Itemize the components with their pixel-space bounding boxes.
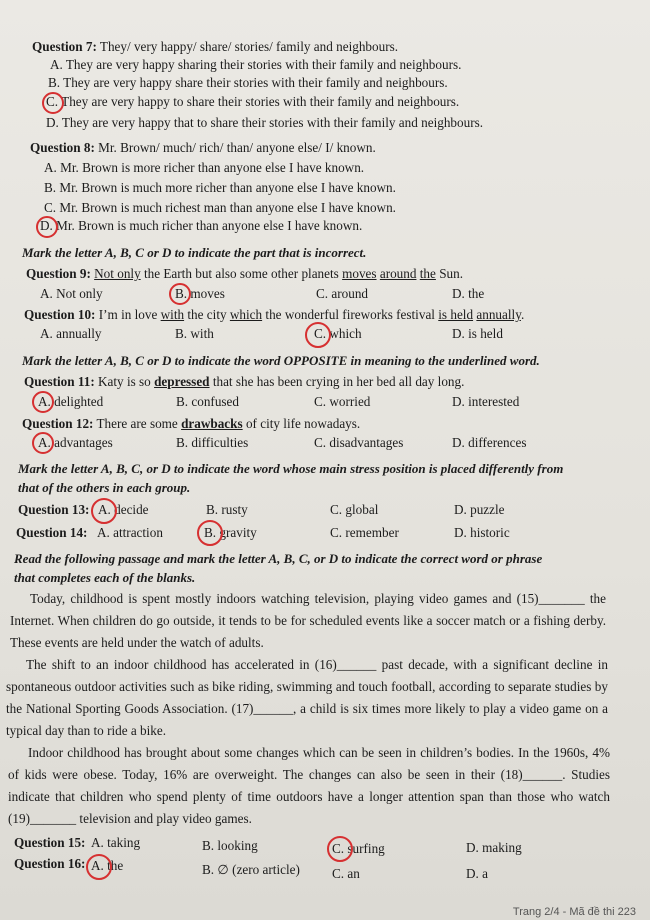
q8-option-d[interactable]: D. Mr. Brown is much richer than anyone else I have known. [40, 218, 363, 233]
q9-part-not-only: Not only [94, 266, 141, 281]
q7-prompt-line [32, 39, 398, 55]
q7-option-d[interactable]: D. They are very happy that to share their stories with their family and neighbours. [46, 115, 484, 130]
q11-option-b[interactable]: B. confused [176, 394, 239, 409]
q14-label: Question 14: [16, 525, 88, 540]
q13-option-c[interactable]: C. global [330, 502, 379, 517]
q10-option-c[interactable]: C. which [314, 326, 362, 341]
q11-text-2: that she has been crying in her bed all day long. [209, 374, 465, 389]
q12-underlined-word: drawbacks [181, 416, 243, 431]
q9-prompt-line [26, 266, 463, 282]
q10-text-1: I’m in love [98, 307, 161, 322]
q11-option-d[interactable]: D. interested [452, 394, 520, 409]
q8-option-a[interactable]: A. Mr. Brown is more richer than anyone else I have known. [44, 160, 365, 175]
q10-part-annually: annually [476, 307, 521, 322]
q14-option-d[interactable]: D. historic [454, 525, 510, 540]
q9-label: Question 9: [26, 266, 91, 281]
q11-option-c[interactable]: C. worried [314, 394, 371, 409]
q9-text-end: Sun. [435, 266, 464, 281]
q13-option-b[interactable]: B. rusty [206, 502, 248, 517]
instruction-incorrect: Mark the letter A, B, C or D to indicate the part that is incorrect. [22, 245, 367, 260]
q10-label: Question 10: [24, 307, 96, 322]
q9-option-c[interactable]: C. around [316, 286, 369, 301]
q11-prompt-line [24, 374, 464, 390]
q10-part-with: with [160, 307, 185, 322]
q9-part-moves: moves [342, 266, 377, 281]
q9-text: the Earth but also some other planets [140, 266, 343, 281]
q15-option-b[interactable]: B. looking [202, 838, 258, 853]
q15-option-a[interactable]: A. taking [91, 835, 141, 850]
q7-option-b[interactable]: B. They are very happy share their stories with their family and neighbours. [48, 75, 448, 90]
instruction-passage-line-2: that completes each of the blanks. [14, 570, 196, 585]
passage-paragraph-2: The shift to an indoor childhood has accelerated in (16)______ past decade, with a significant decline in spontaneous outdoor activities such as bike riding, swimming and touch football, according to separate studies by the National Sporting Goods Association. (17)______, a child is six times more likely to play a video game on a typical day than to ride a bike. [6, 657, 608, 738]
instruction-stress-line-1: Mark the letter A, B, C, or D to indicate the word whose main stress position is placed differently from [18, 461, 564, 476]
q12-text-1: There are some [96, 416, 182, 431]
q11-underlined-word: depressed [154, 374, 210, 389]
q16-label: Question 16: [14, 856, 86, 871]
q10-text-3: the wonderful fireworks festival [262, 307, 439, 322]
q8-prompt: Mr. Brown/ much/ rich/ than/ anyone else/ I/ known. [98, 140, 376, 155]
instruction-opposite: Mark the letter A, B, C or D to indicate the word OPPOSITE in meaning to the underlined word. [22, 353, 540, 368]
q14-option-a[interactable]: A. attraction [97, 525, 163, 540]
q10-option-a[interactable]: A. annually [40, 326, 102, 341]
q9-option-b[interactable]: B. moves [175, 286, 225, 301]
q13-option-a[interactable]: A. decide [98, 502, 149, 517]
q12-prompt-line [22, 416, 360, 432]
q12-option-a[interactable]: A. advantages [38, 435, 113, 450]
q10-prompt-line [24, 307, 524, 323]
q12-option-d[interactable]: D. differences [452, 435, 527, 450]
q10-part-is-held: is held [438, 307, 474, 322]
q12-text-2: of city life nowadays. [242, 416, 361, 431]
q8-prompt-line [30, 140, 376, 156]
q16-option-a[interactable]: A. the [91, 858, 124, 873]
q11-label: Question 11: [24, 374, 95, 389]
q10-option-d[interactable]: D. is held [452, 326, 503, 341]
q8-option-b[interactable]: B. Mr. Brown is much more richer than anyone else I have known. [44, 180, 396, 195]
passage-paragraph-3: Indoor childhood has brought about some changes which can be seen in children’s bodies. In the 1960s, 4% of kids were obese. Today, 16% are overweight. The changes can also be seen in their (18)______. Studies indicate that children who spend plenty of time outdoors have a longer attention span than those who watch (19)_______ television and play video games. [8, 745, 610, 826]
q16-option-c[interactable]: C. an [332, 866, 360, 881]
q10-text-end: . [520, 307, 525, 322]
q7-prompt: They/ very happy/ share/ stories/ family and neighbours. [99, 39, 399, 54]
q10-text-2: the city [184, 307, 230, 322]
q7-label: Question 7: [32, 39, 97, 54]
q8-label: Question 8: [30, 140, 95, 155]
q15-option-d[interactable]: D. making [466, 840, 522, 855]
q9-option-d[interactable]: D. the [452, 286, 485, 301]
q13-option-d[interactable]: D. puzzle [454, 502, 505, 517]
page-footer: Trang 2/4 - Mã đề thi 223 [512, 906, 636, 918]
instruction-stress-line-2: that of the others in each group. [18, 480, 191, 495]
q12-option-c[interactable]: C. disadvantages [314, 435, 404, 450]
q15-label: Question 15: [14, 835, 86, 850]
q11-text-1: Katy is so [98, 374, 155, 389]
passage-paragraph-1: Today, childhood is spent mostly indoors watching television, playing video games and (15)_______ the Internet. When children do go outside, it tends to be for scheduled events like a soccer match or a fishing derby. These events are held under the watch of adults. [10, 591, 606, 650]
q14-option-c[interactable]: C. remember [330, 525, 399, 540]
q7-option-a[interactable]: A. They are very happy sharing their stories with their family and neighbours. [50, 57, 462, 72]
q12-label: Question 12: [22, 416, 94, 431]
q14-option-b[interactable]: B. gravity [204, 525, 257, 540]
q15-option-c[interactable]: C. surfing [332, 841, 385, 856]
q9-part-the: the [419, 266, 436, 281]
q12-option-b[interactable]: B. difficulties [176, 435, 249, 450]
q16-option-d[interactable]: D. a [466, 866, 488, 881]
instruction-passage-line-1: Read the following passage and mark the letter A, B, C, or D to indicate the correct word or phrase [14, 551, 543, 566]
q10-option-b[interactable]: B. with [175, 326, 214, 341]
q9-part-around: around [379, 266, 417, 281]
q11-option-a[interactable]: A. delighted [38, 394, 104, 409]
q8-option-c[interactable]: C. Mr. Brown is much richest man than anyone else I have known. [44, 200, 396, 215]
q16-option-b[interactable]: B. ∅ (zero article) [202, 862, 300, 877]
q13-label: Question 13: [18, 502, 90, 517]
q7-option-c[interactable]: C. They are very happy to share their stories with their family and neighbours. [46, 94, 460, 109]
q9-option-a[interactable]: A. Not only [40, 286, 103, 301]
q10-part-which: which [229, 307, 263, 322]
